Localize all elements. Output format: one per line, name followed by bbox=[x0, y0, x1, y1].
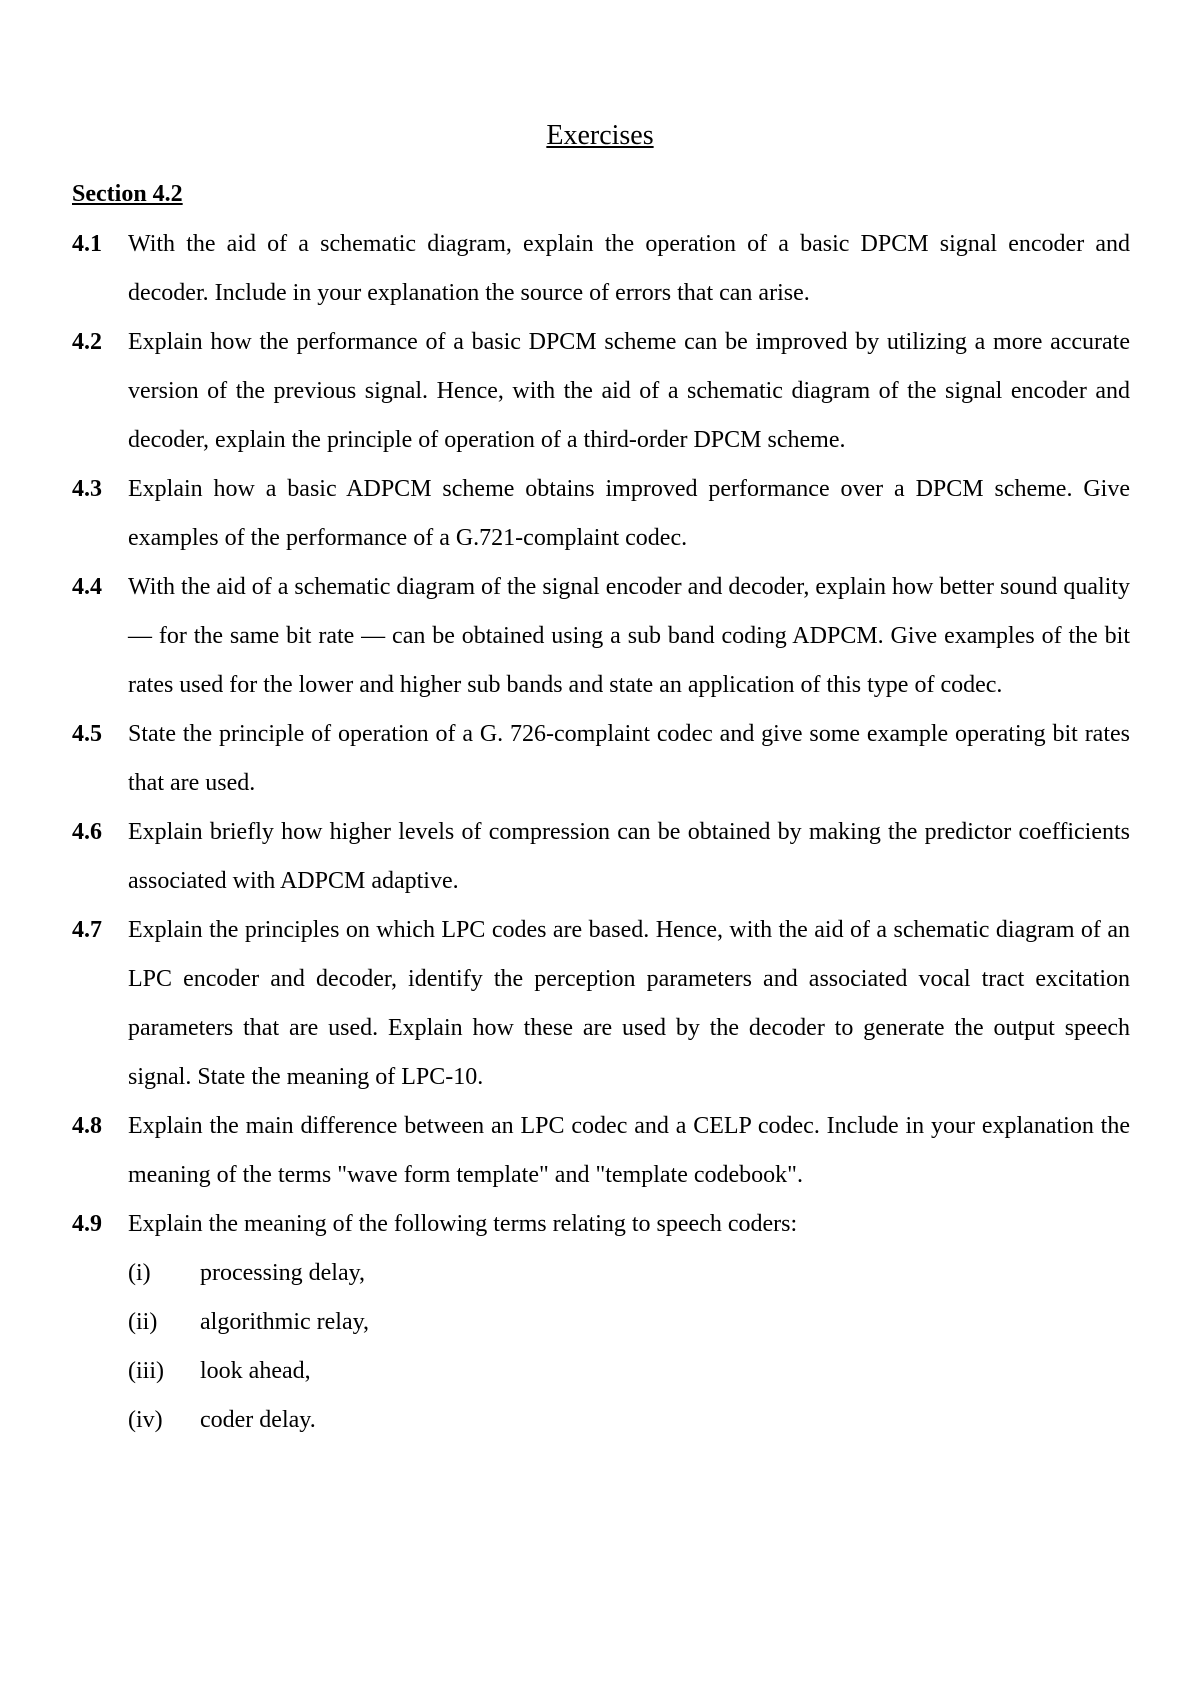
exercise-number: 4.3 bbox=[72, 476, 102, 502]
sub-item-text: look ahead, bbox=[200, 1358, 311, 1384]
exercise-text: With the aid of a schematic diagram of the signal encoder and decoder, explain how better sound quality — for the same bit rate — can be obtained using a sub band coding ADPCM. Give examples of the bit rates used for the lower and higher sub bands and state an application of this type of codec. bbox=[128, 574, 1130, 698]
exercise-text: Explain how the performance of a basic DPCM scheme can be improved by utilizing a more accurate version of the previous signal. Hence, with the aid of a schematic diagram of the signal encoder and decoder, explain the principle of operation of a third-order DPCM scheme. bbox=[128, 329, 1130, 453]
exercise-text: With the aid of a schematic diagram, explain the operation of a basic DPCM signal encoder and decoder. Include in your explanation the source of errors that can arise. bbox=[128, 231, 1130, 306]
exercise-text: Explain how a basic ADPCM scheme obtains improved performance over a DPCM scheme. Give examples of the performance of a G.721-complaint codec. bbox=[128, 476, 1130, 551]
section-heading: Section 4.2 bbox=[72, 181, 183, 207]
page-title: Exercises bbox=[546, 120, 654, 151]
sub-item-label: (iii) bbox=[128, 1358, 164, 1384]
exercise-item bbox=[72, 220, 1130, 318]
exercise-number: 4.5 bbox=[72, 721, 102, 747]
sub-item bbox=[128, 1249, 1130, 1298]
sub-item-label: (ii) bbox=[128, 1309, 158, 1335]
sub-item-text: processing delay, bbox=[200, 1260, 366, 1286]
exercise-item bbox=[72, 808, 1130, 906]
exercise-text: Explain the meaning of the following terms relating to speech coders: bbox=[128, 1211, 798, 1237]
exercise-list bbox=[72, 220, 1130, 1445]
exercise-item bbox=[72, 465, 1130, 563]
exercise-item bbox=[72, 318, 1130, 465]
exercise-item bbox=[72, 1102, 1130, 1200]
sub-item bbox=[128, 1347, 1130, 1396]
exercise-number: 4.7 bbox=[72, 917, 102, 943]
exercise-text: Explain the principles on which LPC codes are based. Hence, with the aid of a schematic diagram of an LPC encoder and decoder, identify the perception parameters and associated vocal tract excitation parameters that are used. Explain how these are used by the decoder to generate the output speech signal. State the meaning of LPC-10. bbox=[128, 917, 1130, 1090]
exercise-item bbox=[72, 710, 1130, 808]
sub-item-label: (i) bbox=[128, 1260, 151, 1286]
exercise-item bbox=[72, 563, 1130, 710]
exercise-text: State the principle of operation of a G. 726-complaint codec and give some example operating bit rates that are used. bbox=[128, 721, 1130, 796]
sub-item-text: coder delay. bbox=[200, 1407, 316, 1433]
exercise-number: 4.9 bbox=[72, 1211, 102, 1237]
exercise-item bbox=[72, 1200, 1130, 1445]
exercise-number: 4.8 bbox=[72, 1113, 102, 1139]
exercise-text: Explain the main difference between an LPC codec and a CELP codec. Include in your explanation the meaning of the terms "wave form template" and "template codebook". bbox=[128, 1113, 1130, 1188]
exercise-number: 4.1 bbox=[72, 231, 102, 257]
sub-item-text: algorithmic relay, bbox=[200, 1309, 370, 1335]
sub-item bbox=[128, 1396, 1130, 1445]
sub-item-list bbox=[128, 1249, 1130, 1445]
exercise-number: 4.2 bbox=[72, 329, 102, 355]
exercise-item bbox=[72, 906, 1130, 1102]
exercise-number: 4.4 bbox=[72, 574, 102, 600]
sub-item-label: (iv) bbox=[128, 1407, 163, 1433]
exercise-text: Explain briefly how higher levels of compression can be obtained by making the predictor coefficients associated with ADPCM adaptive. bbox=[128, 819, 1130, 894]
exercise-body bbox=[128, 1200, 1130, 1445]
exercise-number: 4.6 bbox=[72, 819, 102, 845]
sub-item bbox=[128, 1298, 1130, 1347]
